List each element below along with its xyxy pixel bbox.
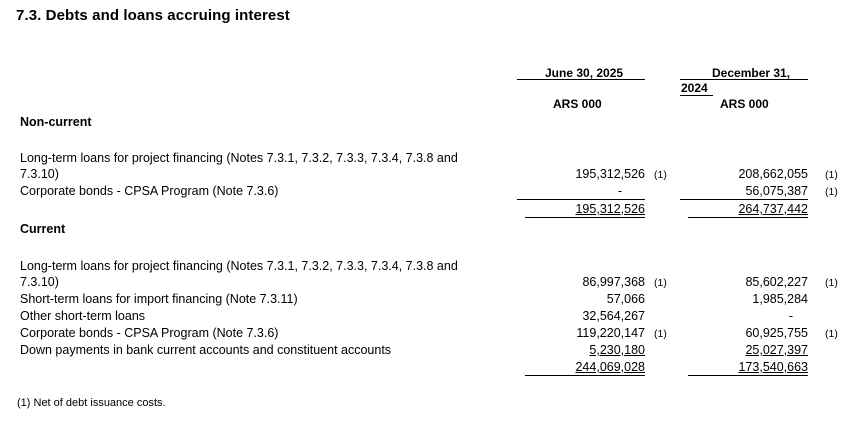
value-col2: 208,662,055 <box>738 167 808 181</box>
page-title: 7.3. Debts and loans accruing interest <box>16 7 290 24</box>
col1-currency-header: ARS 000 <box>553 97 602 111</box>
col2-header-rule <box>680 79 808 80</box>
dash-value: - <box>617 184 622 198</box>
row-label-cont: 7.3.10) <box>20 275 59 289</box>
footnote-ref: (1) <box>654 277 667 289</box>
footnote-ref: (1) <box>825 277 838 289</box>
value-col2: 60,925,755 <box>745 326 808 340</box>
value-col1: 195,312,526 <box>575 167 645 181</box>
value-col2: 1,985,284 <box>752 292 808 306</box>
row-label: Long-term loans for project financing (Notes 7.3.1, 7.3.2, 7.3.3, 7.3.4, 7.3.8 and <box>20 259 458 273</box>
footnote-ref: (1) <box>825 169 838 181</box>
section-heading-non-current: Non-current <box>20 115 92 129</box>
value-col1: 86,997,368 <box>582 275 645 289</box>
total-double-rule-col1 <box>525 217 645 218</box>
footnote: (1) Net of debt issuance costs. <box>17 397 166 409</box>
value-col2: 56,075,387 <box>745 184 808 198</box>
subtotal-rule-col1 <box>517 199 645 200</box>
dash-value: - <box>788 309 793 323</box>
total-non-current-col2: 264,737,442 <box>738 202 808 216</box>
value-col1: 57,066 <box>606 292 645 306</box>
row-label: Other short-term loans <box>20 309 146 323</box>
value-col1: 5,230,180 <box>589 343 645 357</box>
row-label-cont: 7.3.10) <box>20 167 59 181</box>
total-double-rule-col2 <box>688 375 808 376</box>
col2-date-header: December 31, <box>712 66 791 80</box>
row-label: Short-term loans for import financing (Note 7.3.11) <box>20 292 298 306</box>
value-col1: 32,564,267 <box>582 309 645 323</box>
section-heading-current: Current <box>20 222 66 236</box>
col1-header-rule <box>517 79 645 80</box>
value-col2 <box>680 309 808 323</box>
value-col1: 119,220,147 <box>576 326 645 340</box>
footnote-ref: (1) <box>654 328 667 340</box>
footnote-ref: (1) <box>654 169 667 181</box>
col1-date-header: June 30, 2025 <box>545 66 624 80</box>
col2-year-rule <box>680 95 713 96</box>
subtotal-rule-col2 <box>680 199 808 200</box>
value-col2: 85,602,227 <box>745 275 808 289</box>
value-col1 <box>517 184 645 198</box>
total-current-col1: 244,069,028 <box>575 360 645 374</box>
row-label: Down payments in bank current accounts and constituent accounts <box>20 343 392 357</box>
row-label: Corporate bonds - CPSA Program (Note 7.3.6) <box>20 326 279 340</box>
total-current-col2: 173,540,663 <box>738 360 808 374</box>
value-col2: 25,027,397 <box>745 343 808 357</box>
footnote-ref: (1) <box>825 186 838 198</box>
col2-currency-header: ARS 000 <box>720 97 769 111</box>
row-label: Corporate bonds - CPSA Program (Note 7.3.6) <box>20 184 279 198</box>
total-double-rule-col1 <box>525 375 645 376</box>
total-double-rule-col2 <box>688 217 808 218</box>
col2-date-header-year: 2024 <box>681 81 708 95</box>
row-label: Long-term loans for project financing (Notes 7.3.1, 7.3.2, 7.3.3, 7.3.4, 7.3.8 and <box>20 151 458 165</box>
total-non-current-col1: 195,312,526 <box>575 202 645 216</box>
footnote-ref: (1) <box>825 328 838 340</box>
